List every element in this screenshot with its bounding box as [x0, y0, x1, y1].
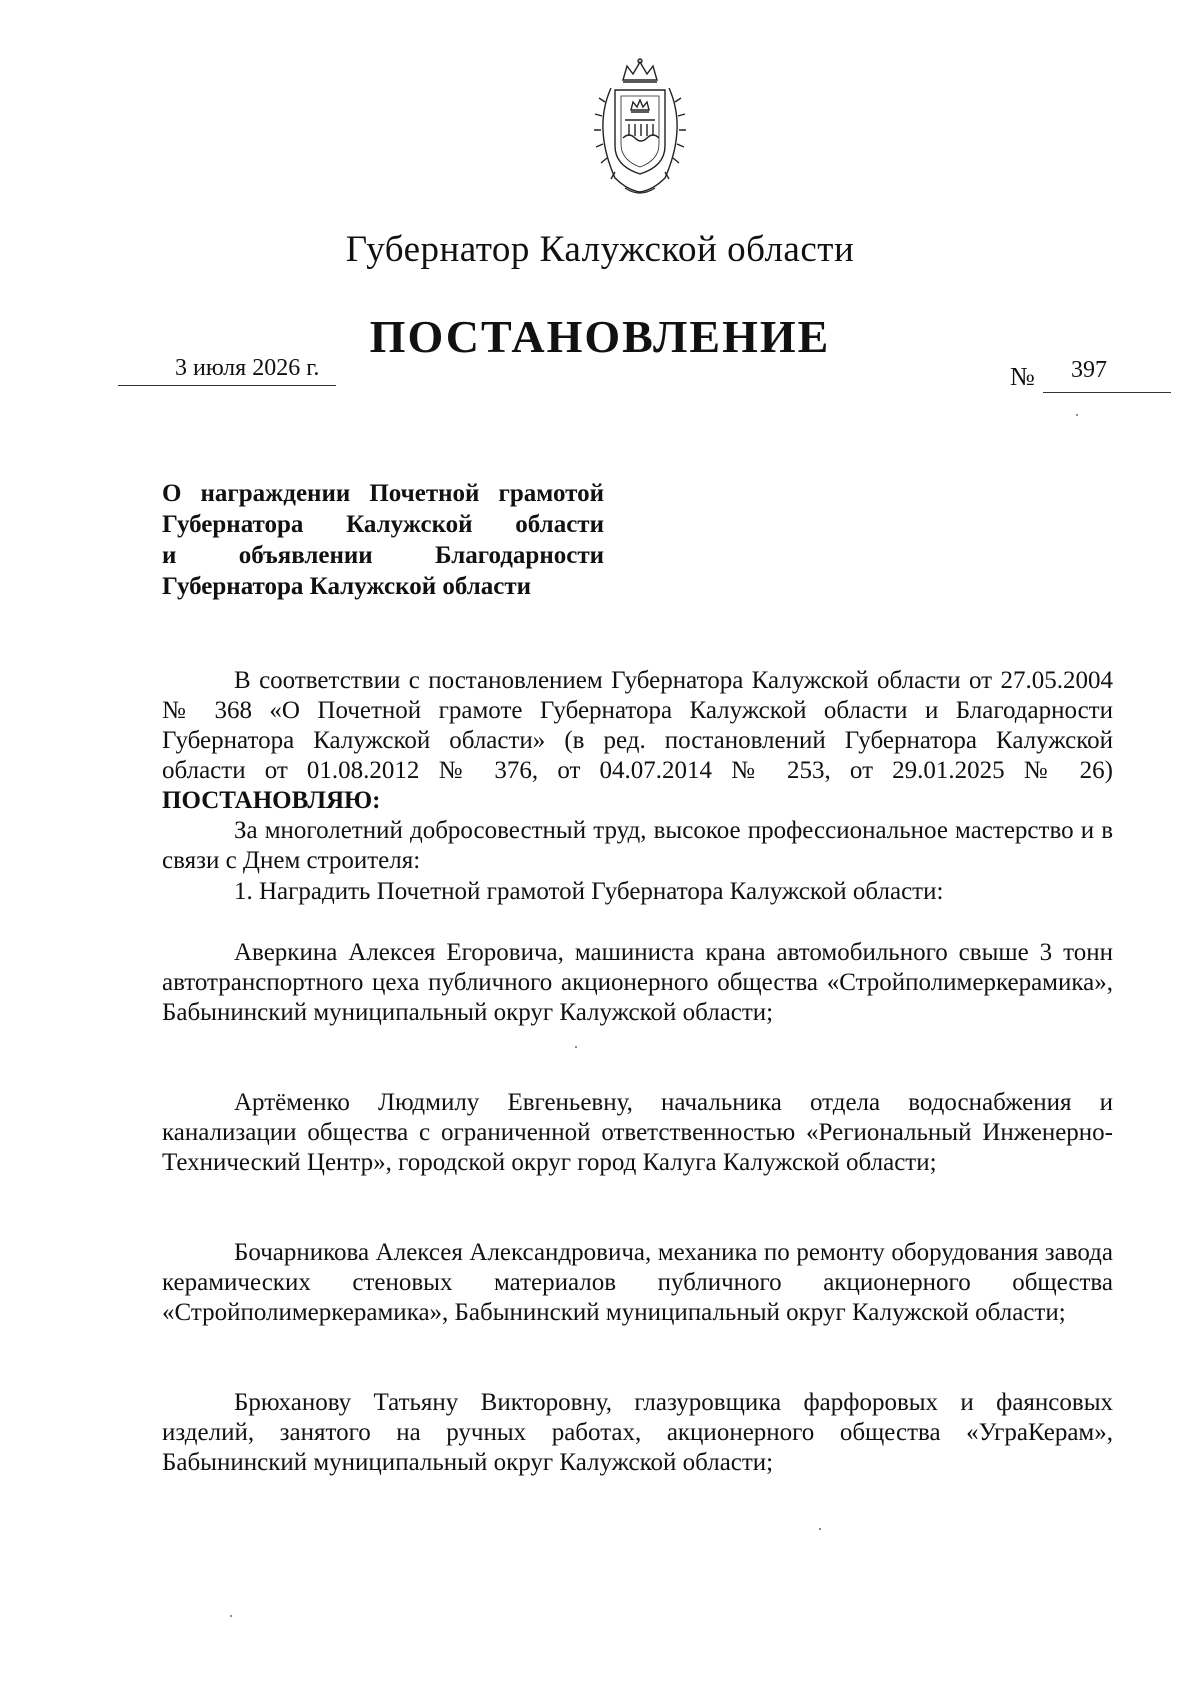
item-1-paragraph — [162, 877, 1113, 907]
resolve-word: ПОСТАНОВЛЯЮ: — [162, 787, 381, 814]
scan-speck — [1076, 414, 1078, 416]
scan-speck — [819, 1528, 821, 1530]
scan-speck — [575, 1046, 577, 1048]
document-subject — [162, 478, 604, 602]
document-number-label: № — [1010, 362, 1035, 391]
recipient-text: Артёменко Людмилу Евгеньевну, начальника отдела водоснабжения и канализации общества с ограниченной ответственностью «Региональный Инженерно-Технический Центр», городской округ город Калуга Калужской области; — [162, 1089, 1113, 1176]
issuer-title: Губернатор Калужской области — [345, 229, 855, 270]
recipient-text: Брюханову Татьяну Викторовну, глазуровщика фарфоровых и фаянсовых изделий, занятого на ручных работах, акционерного общества «УграКерам», Бабынинский муниципальный округ Калужской области; — [162, 1389, 1113, 1476]
reason-paragraph — [162, 816, 1113, 876]
document-date: 3 июля 2026 г. — [175, 355, 320, 381]
recipient-paragraph — [162, 938, 1113, 1028]
scan-speck — [230, 1615, 232, 1617]
item-1-text: 1. Наградить Почетной грамотой Губернатора Калужской области: — [234, 878, 944, 905]
number-underline — [1043, 392, 1171, 393]
subject-line: Губернатора Калужской области — [162, 573, 532, 600]
date-underline — [118, 385, 336, 386]
subject-line: Губернатора Калужской области — [162, 511, 604, 538]
subject-line: О награждении Почетной грамотой — [162, 480, 604, 507]
document-number: 397 — [1071, 357, 1107, 383]
kaluga-coat-of-arms-icon — [585, 58, 695, 198]
document-type-heading: ПОСТАНОВЛЕНИЕ — [369, 311, 831, 362]
recipient-text: Бочарникова Алексея Александровича, механика по ремонту оборудования завода керамических стеновых материалов публичного акционерного общества «Стройполимеркерамика», Бабынинский муниципальный округ Калужской области; — [162, 1239, 1113, 1326]
recipient-paragraph — [162, 1238, 1113, 1328]
subject-line: и объявлении Благодарности — [162, 542, 604, 569]
recipient-paragraph — [162, 1088, 1113, 1178]
preamble-paragraph — [162, 666, 1113, 816]
preamble-text: В соответствии с постановлением Губернатора Калужской области от 27.05.2004 № 368 «О Почетной грамоте Губернатора Калужской области и Благодарности Губернатора Калужской области» (в ред. постановлений Губернатора Калужской области от 01.08.2012 № 376, от 04.07.2014 № 253, от 29.01.2025 № 26) — [162, 667, 1113, 784]
reason-text: За многолетний добросовестный труд, высокое профессиональное мастерство и в связи с Днем строителя: — [162, 817, 1113, 874]
recipient-text: Аверкина Алексея Егоровича, машиниста крана автомобильного свыше 3 тонн автотранспортного цеха публичного акционерного общества «Стройполимеркерамика», Бабынинский муниципальный округ Калужской области; — [162, 939, 1113, 1026]
recipient-paragraph — [162, 1388, 1113, 1478]
